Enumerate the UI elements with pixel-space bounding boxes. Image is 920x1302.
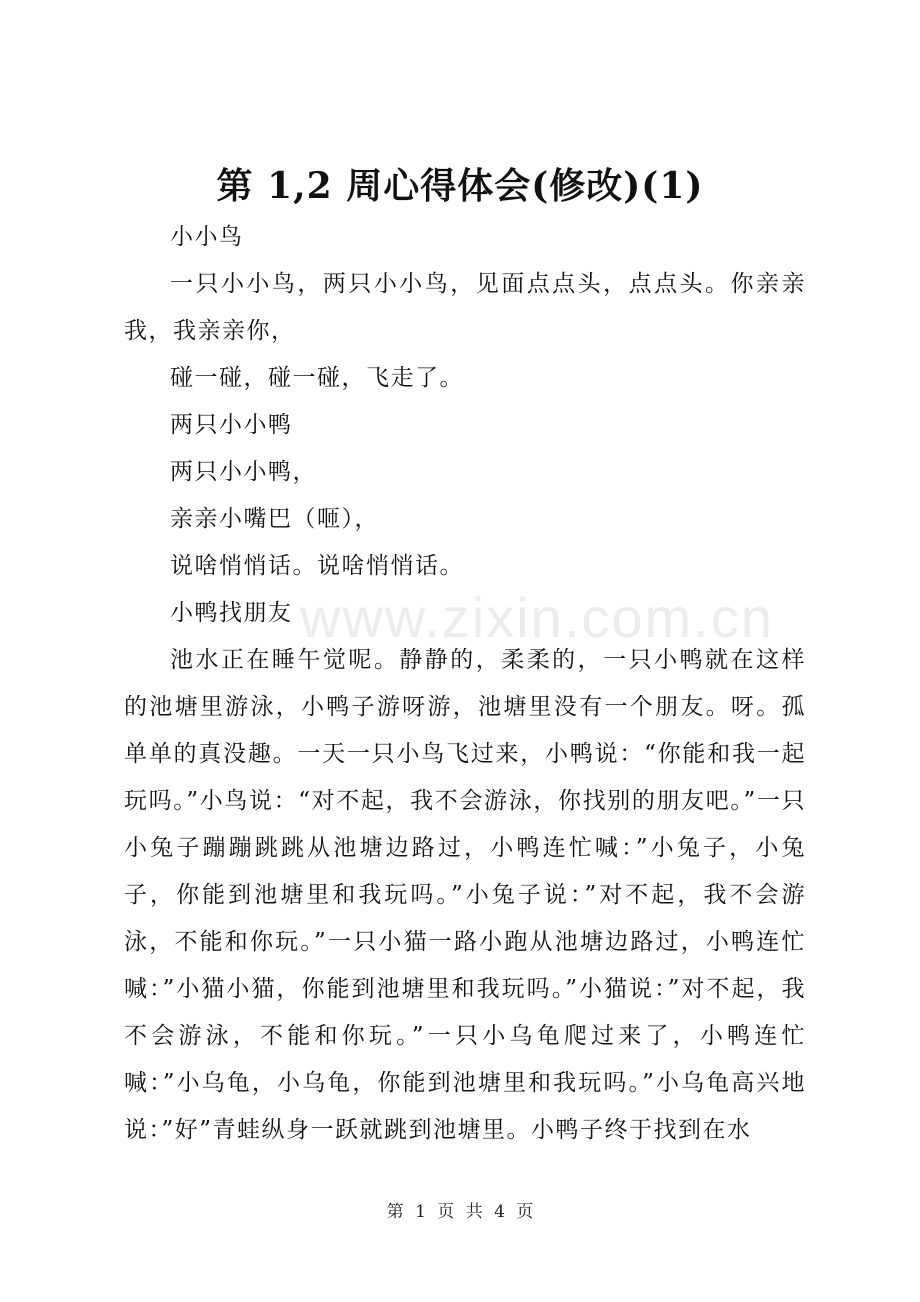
paragraph: 小鸭找朋友 — [170, 600, 293, 626]
paragraph: 亲亲小嘴巴（咂）， — [170, 506, 379, 532]
document-title: 第 1,2 周心得体会(修改)(1) — [216, 165, 704, 207]
paragraph: 池水正在睡午觉呢。静静的，柔柔的，一只小鸭就在这样的池塘里游泳，小鸭子游呀游，池塘里没有一个朋友。呀。孤单单的真没趣。一天一只小鸟飞过来，小鸭说：“你能和我一起玩吗。”小鸟说：“对不起，我不会游泳，你找别的朋友吧。”一只小兔子蹦蹦跳跳从池塘边路过，小鸭连忙喊：”小兔子，小兔子，你能到池塘里和我玩吗。”小兔子说：”对不起，我不会游泳，不能和你玩。”一只小猫一路小跑从池塘边路过，小鸭连忙喊：”小猫小猫，你能到池塘里和我玩吗。”小猫说：”对不起，我不会游泳，不能和你玩。”一只小乌龟爬过来了，小鸭连忙喊：”小乌龟，小乌龟，你能到池塘里和我玩吗。”小乌龟高兴地说：”好”青蛙纵身一跃就跳到池塘里。小鸭子终于找到在水 — [124, 647, 806, 1143]
paragraph: 小小鸟 — [170, 224, 244, 250]
paragraph: 说啥悄悄话。说啥悄悄话。 — [170, 553, 464, 579]
watermark: www.zixin.com.cn — [300, 586, 774, 649]
paragraph: 一只小小鸟，两只小小鸟，见面点点头，点点头。你亲亲我，我亲亲你， — [124, 271, 806, 344]
paragraph: 两只小小鸭 — [170, 412, 293, 438]
paragraph: 碰一碰，碰一碰，飞走了。 — [170, 365, 464, 391]
page-footer: 第 1 页 共 4 页 — [386, 1202, 534, 1222]
paragraph: 两只小小鸭， — [170, 459, 317, 485]
document-body — [124, 214, 806, 1154]
